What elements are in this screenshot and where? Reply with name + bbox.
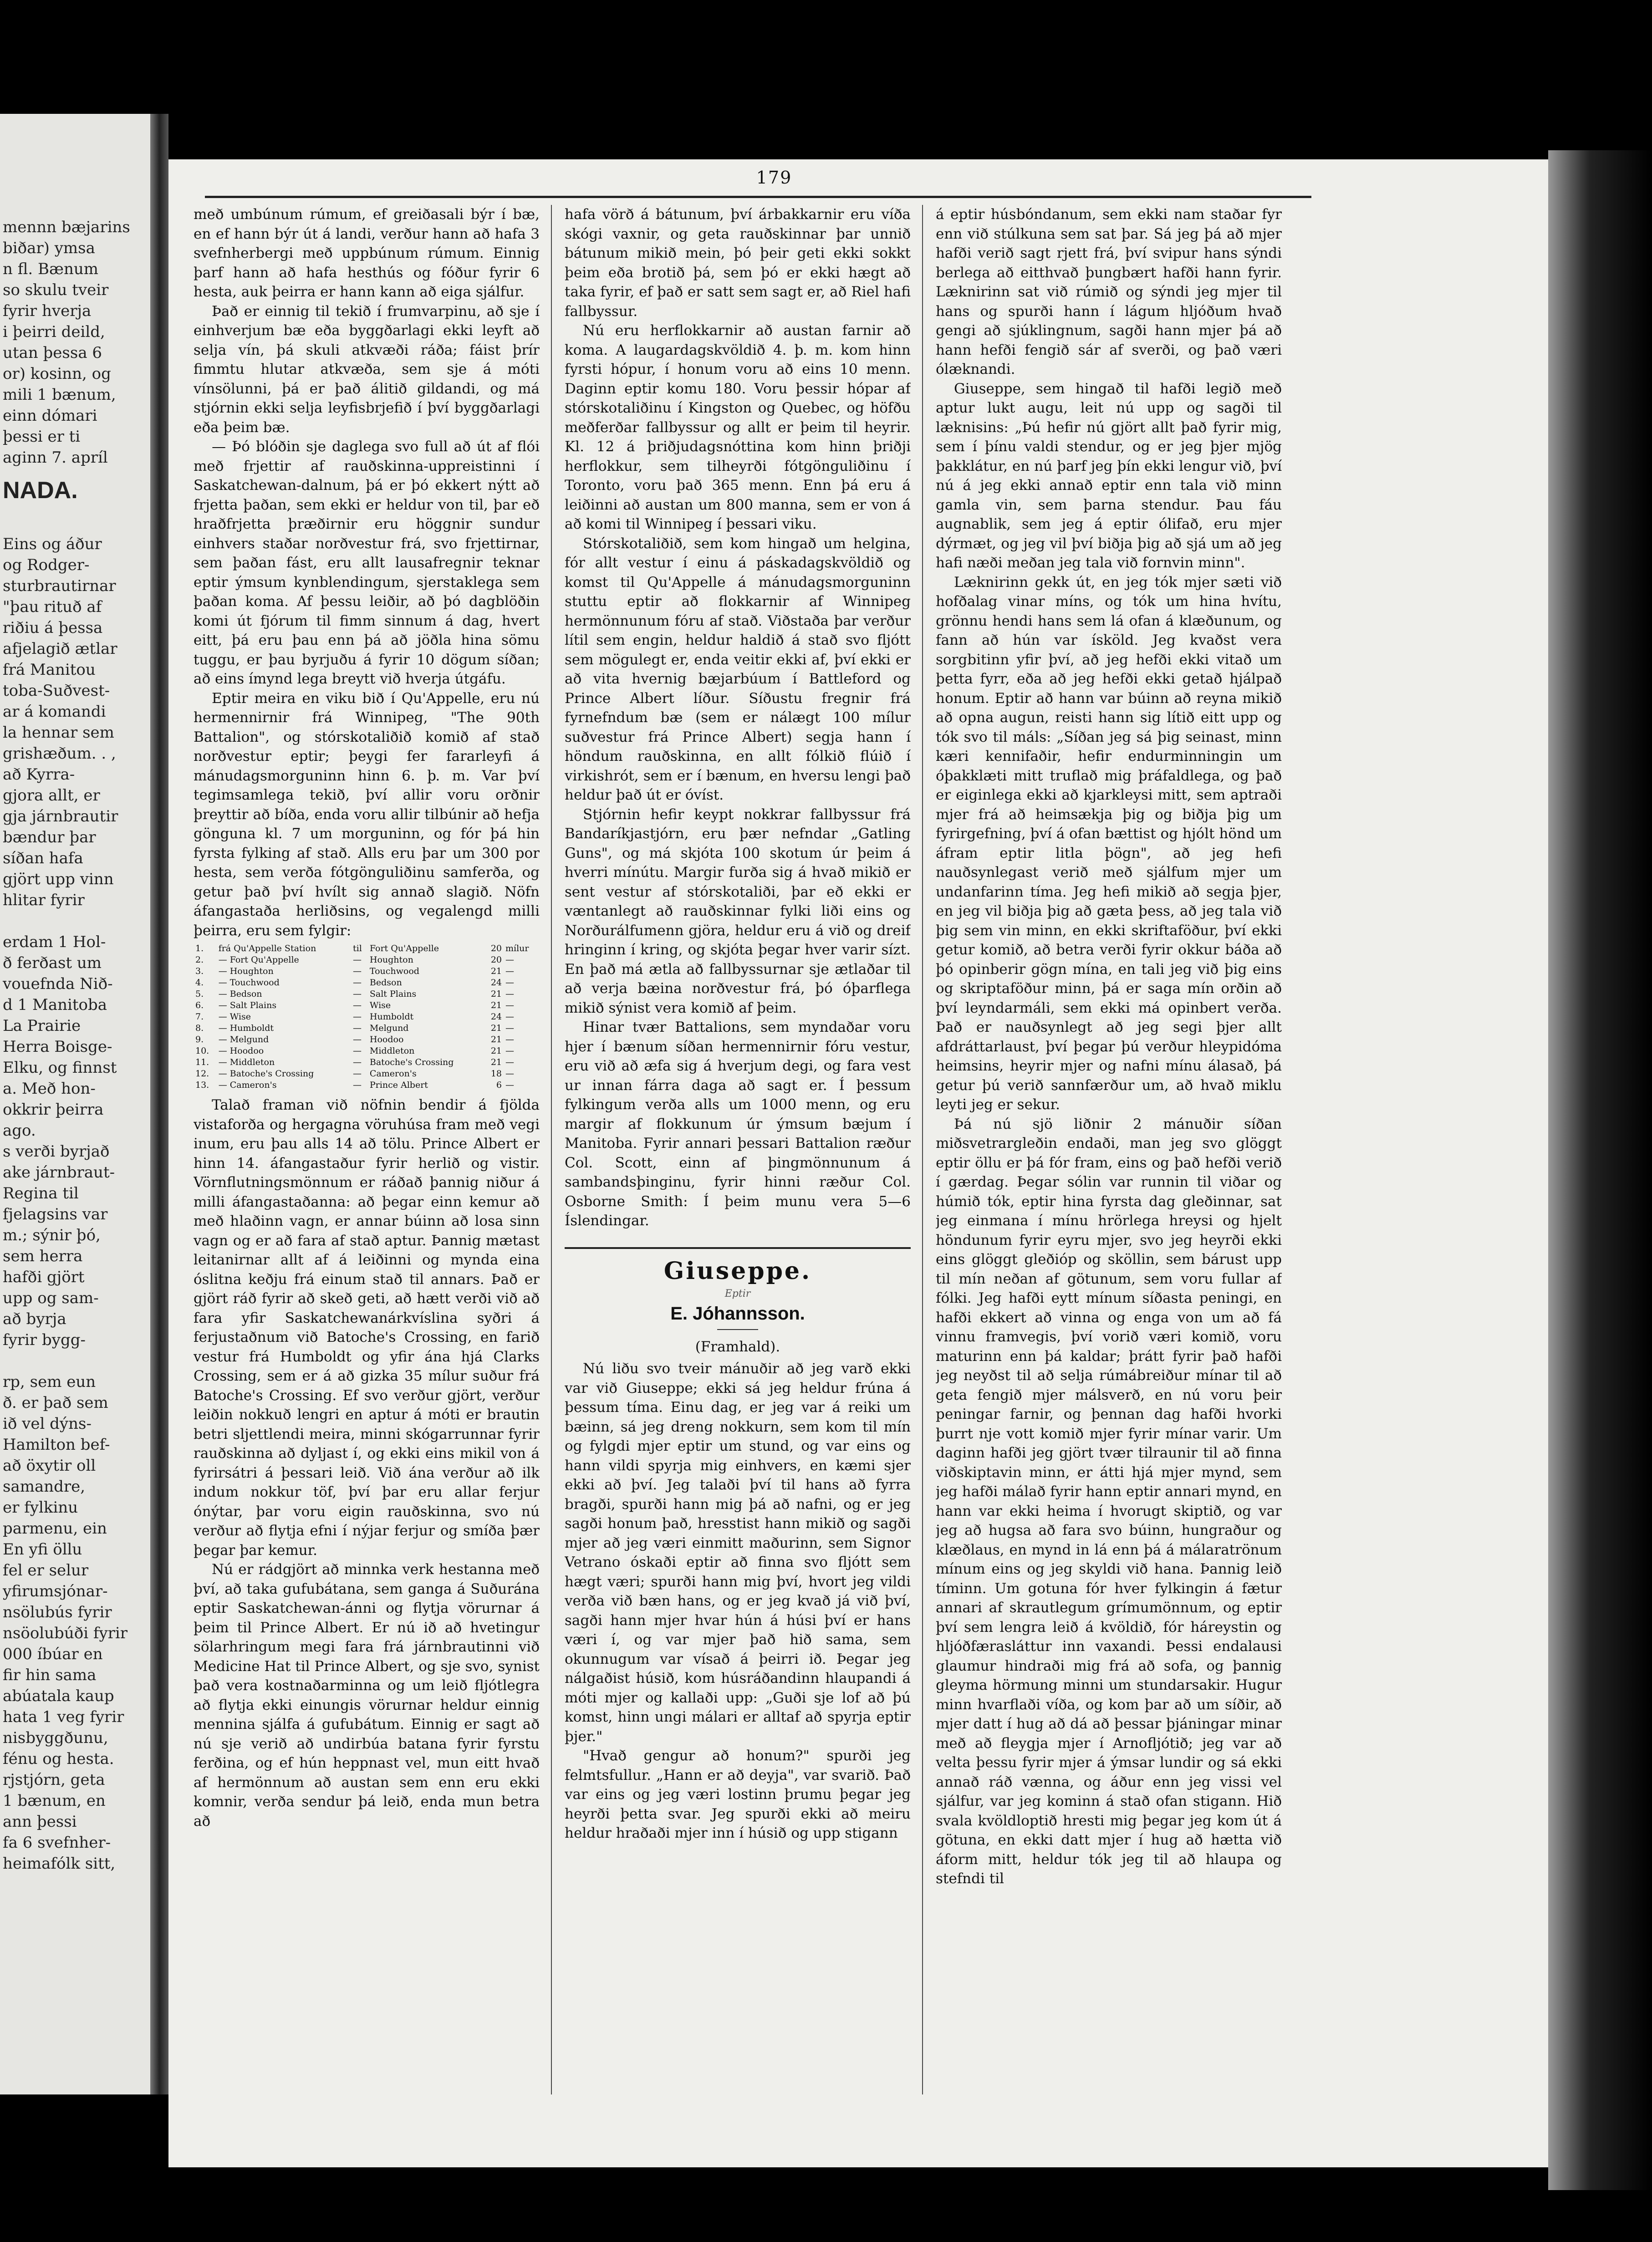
route-table-cell: — [353, 1046, 362, 1056]
route-table-cell: — Batoche's Crossing [218, 1069, 314, 1079]
route-table-cell: 4. [195, 978, 204, 988]
route-table-row [194, 989, 540, 1000]
column-rule [922, 205, 923, 2094]
route-table-cell: Prince Albert [369, 1080, 428, 1090]
route-table-cell: — Hoodoo [218, 1046, 264, 1056]
route-table-row [194, 1023, 540, 1034]
route-table-cell: frá Qu'Appelle Station [218, 943, 316, 953]
column-rule [551, 205, 552, 2094]
route-table-cell: — Houghton [218, 966, 274, 976]
route-table-cell: 21 [490, 989, 502, 999]
route-table-cell: — [353, 1069, 362, 1079]
route-table-cell: 13. [195, 1080, 209, 1090]
page-gutter [150, 114, 168, 2094]
column-1 [194, 205, 540, 2145]
col1-paragraph: Það er einnig til tekið í frumvarpinu, að sje í einhverjum bæ eða byggðarlagi ekki leyft að selja vín, þá skuli atkvæði ráða; fáist þrír fimmtu hlutar atkvæða, sem sje á móti vínsölunni, þá er það álitið gildandi, og má stjórnin ekki selja leyfisbrjefið í því byggðarlagi eða þeim bæ. [194, 303, 540, 436]
route-table-cell: 21 [490, 1057, 502, 1067]
route-table-cell: Hoodoo [369, 1034, 404, 1045]
route-table-cell: — [353, 989, 362, 999]
route-table-cell: — [353, 1080, 362, 1090]
route-table-cell: — [505, 1023, 515, 1033]
route-table-row [194, 966, 540, 977]
route-table-row [194, 943, 540, 954]
route-table-cell: 21 [490, 1034, 502, 1045]
section-rule [565, 1247, 911, 1249]
route-table-cell: — [505, 1057, 515, 1067]
route-table-cell: mílur [505, 943, 529, 953]
route-table-cell: 21 [490, 1046, 502, 1056]
route-table-cell: — Humboldt [218, 1023, 274, 1033]
route-table-cell: 12. [195, 1069, 209, 1079]
route-table-cell: Batoche's Crossing [369, 1057, 454, 1067]
route-table-cell: — [505, 1000, 515, 1010]
route-table-cell: 3. [195, 966, 204, 976]
story-title: Giuseppe. [663, 1257, 812, 1285]
route-table-cell: — Touchwood [218, 978, 280, 988]
route-table-cell: 7. [195, 1012, 204, 1022]
route-table-cell: — Cameron's [218, 1080, 277, 1090]
route-table-cell: Salt Plains [369, 989, 417, 999]
col3-paragraph: á eptir húsbóndanum, sem ekki nam staðar fyr enn við stúlkuna sem sat þar. Sá jeg þá að mjer hafði verið sagt rjett frá, því svipur hans sýndi berlega að eitthvað þungbært hafði hann fyrir. Læknirinn sat við rúmið og sýndi jeg mjer til hans og spurði hann í lágum hljóðum hvað gengi að sjúklingnum, sagði hann mjer þá að hann hefði fengið sár af sverði, og það væri ólæknandi. [936, 206, 1282, 377]
col2-paragraph: Hinar tvær Battalions, sem myndaðar voru hjer í bænum síðan hermennirnir fóru vestur, eru við að æfa sig á hverjum degi, og fara vest ur innan fárra daga að sagt er. Í þessum fylkingum verða alls um 1000 menn, og eru margir af flokkunum úr ýmsum bæjum í Manitoba. Fyrir annari þessari Battalion ræður Col. Scott, einn af þingmönnunum á sambandsþinginu, fyrir hinni ræður Col. Osborne Smith: Í þeim munu vera 5—6 Íslendingar. [565, 1019, 911, 1229]
route-table-cell: — Wise [218, 1012, 251, 1022]
route-table-cell: — [505, 1012, 515, 1022]
left-page-text-a: mennn bæjarins biðar) ymsa n fl. Bænum so skulu tveir fyrir hverja i þeirri deild, utan þessa 6 or) kosinn, og mili 1 bænum, einn dómari þessi er ti aginn 7. apríl [3, 218, 130, 467]
route-table-row [194, 1045, 540, 1057]
column-2 [565, 205, 911, 2117]
route-table-row [194, 1034, 540, 1045]
route-table-cell: 20 [490, 955, 502, 965]
left-page-text [3, 196, 148, 1874]
route-table-cell: — [353, 966, 362, 976]
route-table-cell: — [505, 966, 515, 976]
route-table-cell: 20 [490, 943, 502, 953]
route-table-cell: Fort Qu'Appelle [369, 943, 439, 953]
route-table-cell: 21 [490, 966, 502, 976]
story-continued: (Framhald). [695, 1338, 780, 1355]
route-table-cell: 6 [496, 1080, 502, 1090]
route-table-row [194, 1080, 540, 1091]
story-paragraph: "Hvað gengur að honum?" spurði jeg felmtsfullur. „Hann er að deyja", var svarið. Það var eins og jeg væri lostinn þrumu þegar jeg heyrði þetta svar. Jeg spurði ekki að meiru heldur hraðaði mjer inn í húsið og upp stigann [565, 1748, 911, 1841]
col2-paragraph: Stórskotaliðið, sem kom hingað um helgina, fór allt vestur í einu á páskadagskvöldið og komst til Qu'Appelle á mánudagsmorguninn stuttu eptir að flokkarnir af Winnipeg hermönnunum fóru af stað. Viðstaða þar verður lítil sem engin, heldur haldið á stað svo fljótt sem mögulegt er, enda veitir ekki af, því ekki er að vita hvernig bæjarbúum í Battleford og Prince Albert líður. Síðustu fregnir frá fyrnefndum bæ (sem er nálægt 100 mílur suðvestur frá Prince Albert) segja hann í höndum rauðskinna, en allt fólkið flúið í virkishrót, sem er í bænum, en hversu lengi það heldur það út er óvíst. [565, 535, 911, 803]
route-table-cell: 21 [490, 1000, 502, 1010]
route-table-cell: — [505, 1069, 515, 1079]
route-table-cell: — Fort Qu'Appelle [218, 955, 299, 965]
col1-paragraph: Eptir meira en viku bið í Qu'Appelle, eru nú hermennirnir frá Winnipeg, "The 90th Battalion", og stórskotaliðið komið af stað norðvestur eptir; þeygi fer fararleyfi á mánudagsmorguninn hinn 6. þ. m. Var því tegimsamlega tekið, því allir voru orðnir þreyttir að bíða, enda voru allir tilbúnir að hefja gönguna kl. 7 um morguninn, og fór þá hin fyrsta fylking af stað. Alls eru þar um 300 por hesta, sem verða fótgönguliðinu samferða, og getur það því hvílt sig annað slagið. Nöfn áfangastaða herliðsins, og vegalengd milli þeirra, eru sem fylgir: [194, 690, 540, 939]
col3-paragraph: Læknirinn gekk út, en jeg tók mjer sæti við hofðalag vinar míns, og tók um hina hvítu, grönnu hendi hans sem lá ofan á klæðunum, og fann að hún var ísköld. Jeg kvaðst vera sorgbitinn yfir því, að jeg hefði ekki vitað um þetta fyrr, eða að jeg hefði ekki getað hjálpað honum. Eptir að hann var búinn að reyna mikið að opna augun, reisti hann sig lítið eitt upp og tók svo til máls: „Síðan jeg sá þig seinast, minn kæri kennifaðir, hefir endurminningin um óþakklæti mitt truflað mig þráfaldlega, og það er eiginlega ekki að kjarkleysi mitt, sem aptraði mjer frá að heimsækja þig og biðja þig um fyrirgefning, því á ofan bættist og hjólt hönd um áfram eptir litla þögn", að jeg hefi nauðsynlegast verið með sjálfum mjer um undanfarinn tíma. Jeg hefi mikið að segja þjer, en jeg vil biðja þig að gæta þess, að jeg tala við þig sem vin minn, en ekki skriftaföður, því ekki getur komið, að betra verði fyrir okkur báða að þó opinberir gögn mína, en tali jeg við þig eins og skriptaföður minn, þá er saga mín orðin að því leyndarmáli, sem ekki má opinbert verða. Það er nauðsynlegt að jeg segi þjer allt afdráttarlaust, því þegar þú verður hleypidóma heimsins, heyrir mjer og nafni mínu álasað, þá getur þú verið sannfærður um, að hvað miklu leyti jeg er sekur. [936, 574, 1282, 1113]
route-table-cell: 18 [490, 1069, 502, 1079]
route-table-cell: 21 [490, 1023, 502, 1033]
route-table-cell: 24 [490, 1012, 502, 1022]
route-table-cell: — [505, 1046, 515, 1056]
route-table-cell: 24 [490, 978, 502, 988]
page-number: 179 [756, 168, 792, 188]
route-table-cell: — [505, 1080, 515, 1090]
route-table-cell: — [353, 1023, 362, 1033]
col2-paragraph: hafa vörð á bátunum, því árbakkarnir eru víða skógi vaxnir, og geta rauðskinnar þar unnið bátunum mikið mein, þó þeir geti ekki sokkt þeim eða brotið þá, sem þó er ekki hægt að taka fyrir, ef það er satt sem sagt er, að Riel hafi fallbyssur. [565, 206, 911, 320]
col3-paragraph: Þá nú sjö liðnir 2 mánuðir síðan miðsvetrargleðin endaði, man jeg svo glöggt eptir öllu er þá fór fram, eins og það hefði verið í gærdag. Þegar sólin var runnin til viðar og húmið tók, eptir hina fyrsta dag gleðinnar, sat jeg einmana í mínu hrörlega hreysi og hjelt höndunum fyrir eyru mjer, svo jeg heyrði ekki eins glöggt gleðióp og sköllin, sem bárust upp til mín neðan af götunum, sem voru fullar af fólki. Jeg hafði eytt mínum síðasta peningi, en hafði ekkert að vinna og enga von um að fá vinnu framvegis, því vorið væri komið, voru maturinn enn þá kaldar; þrátt fyrir það hafði jeg neyðst til að selja rúmábreiður mínar til að geta fengið mjer málsverð, en nú voru þeir peningar farnir, og þennan dag hafði hvorki þurrt nje vott komið mjer fyrir mínar varir. Um daginn hafði jeg gjört tvær tilraunir til að finna viðskiptavin minn, er átti hjá mjer mynd, sem jeg hafði málað fyrir hann eptir annari mynd, en hann var ekki heima í hvorugt skiptið, og var jeg að hugsa að fara svo búinn, hungraður og klæðlaus, en mynd in lá enn þá á málaratrönum mínum eins og jeg skyldi við hana. Þannig leið tíminn. Um gotuna fór hver fylkingin á fætur annari af skrautlegum grímumönnum, og eptir því sem lengra leið á kvöldið, fór háreystin og hljóðfærasláttur inn vaxandi. Þessi endalausi glaumur hindraði mig frá að sofa, og þannig gleyma hörmung minni um stundarsakir. Hugur minn hvarflaði víða, og kom þar að um síðir, að mjer datt í hug að dá að þessar þjáningar minar með að fleygja mjer í Arnofljótið; jeg var að velta þessu fyrir mjer á ýmsar lundir og sá ekki annað ráð vænna, og áður enn jeg vissi vel sjálfur, var jeg kominn á stað ofan stigann. Hið svala kvöldloptið hresti mig þegar jeg kom út á götuna, en ekki datt mjer í hug að hætta við áform mitt, heldur tók jeg til að hlaupa og stefndi til [936, 1116, 1282, 1887]
page-edge-shadow [1548, 150, 1652, 2190]
route-table-cell: — [353, 955, 362, 965]
story-byline: Eptir [724, 1288, 751, 1299]
story-paragraph: Nú liðu svo tveir mánuðir að jeg varð ekki var við Giuseppe; ekki sá jeg heldur frúna á þessum tíma. Einu dag, er jeg var á reiki um bæinn, sá jeg dreng nokkurn, sem kom til mín og fylgdi mjer eptir um stund, og var eins og hann vildi spyrja mig einhvers, en kæmi sjer ekki að því. Jeg talaði því til hans að fyrra bragði, spurði hann mig þá að nafni, og er jeg sagði honum það, hresstist hann mikið og sagði mjer að jeg væri einmitt maðurinn, sem Signor Vetrano óskaði eptir að finna svo fljótt sem hægt væri; spurði hann mig því, hvort jeg vildi verða við bæn hans, og er jeg kvað já við því, sagði hann mjer hvar hún á húsi því er hans væri í, og var mjer það hið sama, sem okunnugum var vísað á þeirri ið. Þegar jeg nálgaðist húsið, kom húsráðandinn hlaupandi á móti mjer og kallaði upp: „Guði sje lof að þú komst, hinn ungi málari er alltaf að spyrja eptir þjer." [565, 1360, 911, 1745]
route-table-cell: 5. [195, 989, 204, 999]
route-table-cell: 1. [195, 943, 204, 953]
column-3 [936, 205, 1282, 2117]
route-table-row [194, 1057, 540, 1068]
route-table-row [194, 977, 540, 989]
col2-paragraph: Nú eru herflokkarnir að austan farnir að koma. A laugardagskvöldið 4. þ. m. kom hinn fyrsti hópur, í honum voru að eins 10 menn. Daginn eptir komu 180. Voru þessir hópar af stórskotaliðinu í Kingston og Quebec, og höfðu meðferðar fallbyssur og allt er þeim til heyrir. Kl. 12 á þriðjudagsnóttina kom hinn þriðji herflokkur, sem tilheyrði fótgönguliðinu í Toronto, voru það 365 menn. Enn þá eru á leiðinni að austan um 800 manna, sem er von á að komi til Winnipeg í þessari viku. [565, 322, 911, 532]
route-table-cell: — [505, 978, 515, 988]
route-table-cell: Humboldt [369, 1012, 414, 1022]
author-rule [717, 1329, 758, 1330]
col1-paragraph: með umbúnum rúmum, ef greiðasali býr í bæ, en ef hann býr út á landi, verður hann að hafa 3 svefnherbergi með uppbúnum rúmum. Einnig þarf hann að hafa hesthús og fóður fyrir 6 hesta, auk þeirra er hann kann að eiga sjálfur. [194, 206, 540, 300]
route-table-cell: — Melgund [218, 1034, 269, 1045]
route-table-cell: — [353, 1034, 362, 1045]
route-table-cell: 9. [195, 1034, 204, 1045]
route-table-cell: — [505, 1034, 515, 1045]
col1-paragraph: — Þó blóðin sje daglega svo full að út af flói með frjettir af rauðskinna-uppreistinni í Saskatchewan-dalnum, þá er þó ekkert nýtt að frjetta þaðan, sem ekki er heldur von til, þar eð hraðfrjetta þræðirnir eru höggnir sundur einhvers staðar norðvestur frá, svo frjettirnar, sem þaðan fást, eru allt lausafregnir teknar eptir ýmsum kynblendingum, sjerstaklega sem þaðan koma. Af þessu leiðir, að þó dagblöðin komi út fjórum til fimm sinnum á dag, hvert eitt, þá eru þau enn þá að jöðla hina sömu tuggu, er þau byrjuðu á fyrir 10 dögum síðan; að eins ímynd lega breytt við hverja útgáfu. [194, 438, 540, 687]
route-table-cell: — Middleton [218, 1057, 275, 1067]
route-table-cell: — [353, 1000, 362, 1010]
route-table-cell: Middleton [369, 1046, 415, 1056]
route-table-cell: til [353, 943, 362, 953]
left-page-text-b: Eins og áður og Rodger- sturbrautirnar "þau rituð af riðiu á þessa afjelagið ætlar frá Manitou toba-Suðvest- ar á komandi la hennar sem grishæðum. . , að Kyrra- gjora allt, er gja járnbrautir bændur þar síðan hafa gjört upp vinn hlitar fyrir erdam 1 Hol- ð ferðast um vouefnda Nið- d 1 Manitoba La Prairie Herra Boisge- Elku, og finnst a. Með hon- okkrir þeirra ago. s verði byrjað ake járnbraut- Regina til fjelagsins var m.; sýnir þó, sem herra hafði gjört upp og sam- að byrja fyrir bygg- rp, sem eun ð. er það sem ið vel dýns- Hamilton bef- að öxytir oll samandre, er fylkinu parmenu, ein En yfi öllu fel er selur yfirumsjónar- nsölubús fyrir nsöolubúði fyrir 000 íbúar en fir hin sama abúatala kaup hata 1 veg fyrir nisbyggðunu, fénu og hesta. rjstjórn, geta 1 bænum, en ann þessi fa 6 svefnher- heimafólk sitt, [3, 535, 128, 1873]
route-table-cell: Melgund [369, 1023, 409, 1033]
route-table-row [194, 1068, 540, 1080]
col2-paragraph: Stjórnin hefir keypt nokkrar fallbyssur frá Bandaríkjastjórn, eru þær nefndar „Gatling Guns", og má skjóta 100 skotum úr þeim á hverri mínútu. Margir furða sig á hvað mikið er sent vestur af stórskotaliði, þar eð ekki er væntanlegt að rauðskinnar fylki liði eins og Norðurálfumenn gjöra, heldur eru á við og dreif hringinn í kring, og skjóta þegar hver varir sízt. En það má ætla að fallbyssurnar sje ætlaðar til að verja bæina norðvestur frá, þó óþarflega mikið sýnist vera komið af þeim. [565, 806, 911, 1016]
story-author: E. Jóhannsson. [670, 1303, 805, 1324]
route-table-cell: — [353, 1057, 362, 1067]
route-table-cell: Cameron's [369, 1069, 417, 1079]
col1-paragraph: Nú er rádgjört að minnka verk hestanna með því, að taka gufubátana, sem ganga á Suðurána eptir Saskatchewan-ánni og flytja vörurnar á þeim til Prince Albert. Er nú ið að hvetingur sölarhringum megi fara frá járnbrautinni við Medicine Hat til Prince Albert, og sje svo, synist það vera kostnaðarminna og um leið fljótlegra að flytja ekki einungis vörurnar heldur einnig mennina sjálfa á gufubátum. Einnig er sagt að nú sje verið að undirbúa batana fyrir fyrstu ferðina, og ef hún heppnast vel, mun eitt hvað af hermönnum að austan sem enn eru ekki komnir, verða sendur þá leið, enda mun betra að [194, 1561, 540, 1829]
left-page-heading: NADA. [3, 477, 78, 504]
route-table-cell: — [353, 1012, 362, 1022]
route-table-cell: 6. [195, 1000, 204, 1010]
header-rule [205, 196, 1311, 198]
left-page-fragment [0, 114, 150, 2094]
route-table-cell: 10. [195, 1046, 209, 1056]
route-table-cell: — [353, 978, 362, 988]
route-table-cell: 11. [195, 1057, 209, 1067]
route-table-cell: Touchwood [369, 966, 419, 976]
newspaper-page [168, 159, 1548, 2167]
route-table-row [194, 954, 540, 966]
route-table [194, 943, 540, 1091]
route-table-cell: — [505, 989, 515, 999]
route-table-row [194, 1011, 540, 1023]
route-table-cell: Wise [369, 1000, 391, 1010]
route-table-cell: 2. [195, 955, 204, 965]
col1-paragraph: Talað framan við nöfnin bendir á fjölda vistaforða og hergagna vöruhúsa fram með vegi inum, eru þau alls 14 að tölu. Prince Albert er hinn 14. áfangastaður fyrir herlið og vistir. Vörnflutningsmönnum er ráðað þannig niður á milli áfangastaðanna: að þegar einn kemur að með hlaðinn vagn, er annar búinn að losa sinn vagn og er að fara af stað aptur. Þannig mætast leitanirnar allt af á leiðinni og mynda eina óslitna keðju frá einum stað til annars. Það er gjört ráð fyrir að skeð geti, að hætt verði við að fara yfir Saskatchewanárkvíslina syðri á ferjustaðnum við Batoche's Crossing, en farið vestur frá Humboldt og yfir ána hjá Clarks Crossing, sem er á að gizka 35 mílur suður frá Batoche's Crossing. Ef svo verður gjört, verður leiðin nokkuð lengri en aptur á móti er brautin betri sljettlendi meira, minni skógarrunnar fyrir rauðskinna að dyljast í, og ekki eins mikil von á fyrirsátri á þessari leið. Við ána verður að ilk indum nokkur töf, því þar eru allar ferjur ónýtar, þar voru eigin rauðskinna, svo nú verður að flytja efni í nýjar ferjur og smíða þær þegar þar kemur. [194, 1097, 540, 1559]
route-table-cell: Houghton [369, 955, 413, 965]
route-table-row [194, 1000, 540, 1011]
route-table-cell: — Salt Plains [218, 1000, 277, 1010]
route-table-cell: — Bedson [218, 989, 262, 999]
route-table-cell: — [505, 955, 515, 965]
route-table-cell: 8. [195, 1023, 204, 1033]
col3-paragraph: Giuseppe, sem hingað til hafði legið með aptur lukt augu, leit nú upp og sagði til læknisins: „Þú hefir nú gjört allt það fyrir mig, sem í þínu valdi stendur, og er jeg þjer mjög þakklátur, en nú þarf jeg þín ekki lengur við, því nú á jeg ekki annað eptir enn tala við minn gamla vin, sem þarna stendur. Þau fáu augnablik, sem jeg á eptir ólifað, eru mjer dýrmæt, og jeg vil því biðja þig að sjá um að jeg hafi næði meðan jeg tala við fornvin minn". [936, 380, 1282, 571]
route-table-cell: Bedson [369, 978, 402, 988]
